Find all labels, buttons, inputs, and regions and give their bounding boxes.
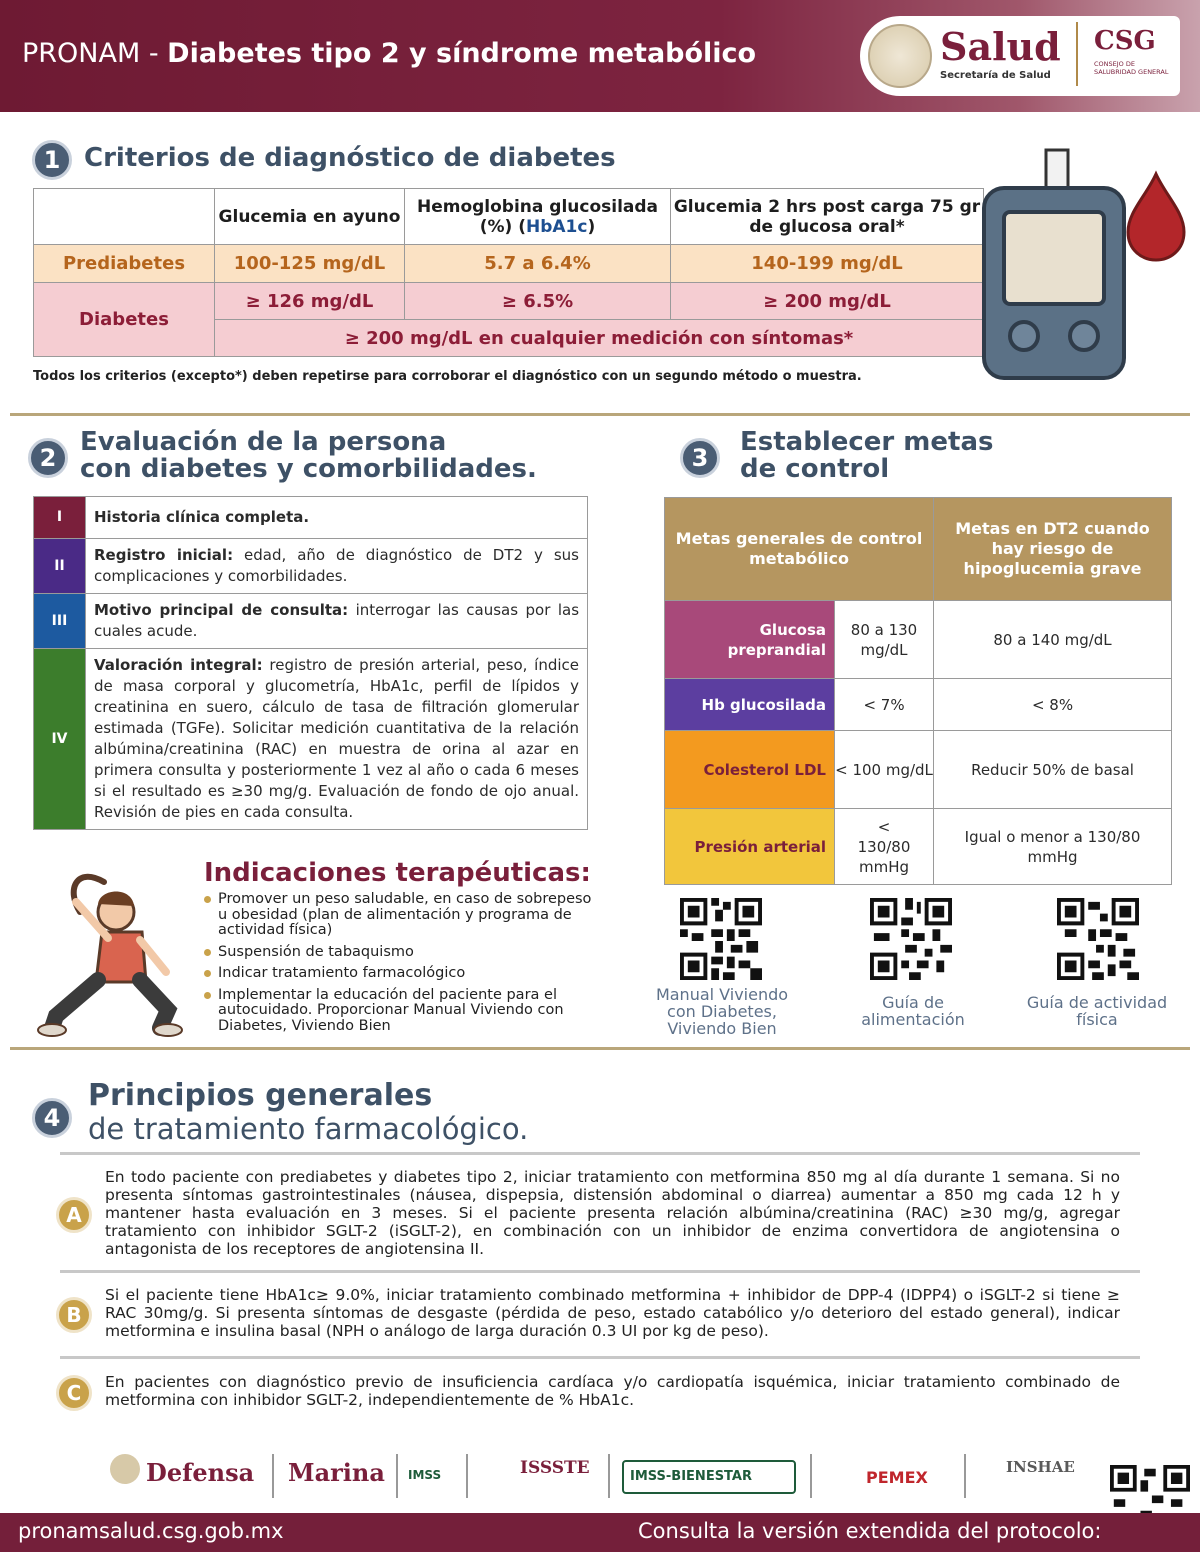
col-hba1c: Hemoglobina glucosilada (%) (HbA1c) (405, 189, 671, 245)
section-4-subtitle: de tratamiento farmacológico. (88, 1112, 529, 1146)
page-title (22, 38, 756, 69)
evaluation-row: II Registro inicial: edad, año de diagnóstico de DT2 y sus complicaciones y comorbilidades. (34, 539, 588, 594)
diagnosis-note: Todos los criterios (excepto*) deben repetirse para corroborar el diagnóstico con un segundo método o muestra. (33, 369, 862, 384)
evaluation-row: III Motivo principal de consulta: interrogar las causas por las cuales acude. (34, 594, 588, 649)
prediabetes-row (34, 245, 984, 283)
list-item: Implementar la educación del paciente para el autocuidado. Proporcionar Manual Viviendo con Diabetes, Viviendo Bien (204, 988, 604, 1035)
section-4-title: Principios generales (88, 1078, 433, 1113)
section-3-title: Establecer metas de control (740, 427, 994, 484)
prediabetes-hba1c: 5.7 a 6.4% (405, 245, 671, 283)
col-fasting-glucose: Glucemia en ayuno (215, 189, 405, 245)
goal-row: Hb glucosilada < 7% < 8% (665, 679, 1172, 731)
principle-a-text: En todo paciente con prediabetes y diabetes tipo 2, iniciar tratamiento con metformina 850 mg al día durante 1 semana. Si no presenta síntomas gastrointestinales (náusea, dispepsia, distensión abdominal o diarrea) aumentar a 850 mg cada 12 h y mantener hasta evaluación en 3 meses. Si el paciente presenta relación albúmina/creatinina (RAC) ≥30 mg/g, agregar tratamiento con inhibidor SGLT-2 (iSGLT-2), en combinación con un inhibidor de enzima convertidora de angiotensina o antagonista de los receptores de angiotensina II. (105, 1168, 1120, 1258)
footer-url-link[interactable]: pronamsalud.csg.gob.mx (18, 1519, 284, 1543)
org-marina: Marina (288, 1458, 385, 1487)
org-imss: IMSS (408, 1468, 442, 1482)
org-defensa: Defensa (146, 1458, 255, 1487)
section-4-number: 4 (32, 1098, 72, 1138)
csg-subtitle: CONSEJO DE SALUBRIDAD GENERAL (1094, 60, 1169, 76)
title-main: Diabetes tipo 2 y síndrome metabólico (167, 38, 757, 69)
principle-divider (60, 1152, 1140, 1155)
qr-code-manual[interactable] (680, 898, 762, 980)
indications-title: Indicaciones terapéuticas: (204, 858, 591, 888)
goal-row: Glucosa preprandial 80 a 130 mg/dL 80 a 140 mg/dL (665, 601, 1172, 679)
qr-label-actividad: Guía de actividad física (1026, 993, 1168, 1029)
header-banner (0, 0, 1200, 112)
list-item: Promover un peso saludable, en caso de sobrepeso u obesidad (plan de alimentación y programa de actividad física) (204, 892, 604, 939)
section-1-number: 1 (32, 140, 72, 180)
goal-row: Colesterol LDL < 100 mg/dL Reducir 50% de basal (665, 731, 1172, 809)
evaluation-row: IV Valoración integral: registro de presión arterial, peso, índice de masa corporal y glucometría, HbA1c, perfil de lípidos y creatinina en suero, cálculo de tasa de filtración glomerular estimada (TGFe). Solicitar medición cuantitativa de la relación albúmina/creatinina (RAC) en muestra de orina al azar en primera consulta y posteriormente 1 vez al año o cada 6 meses si el resultado es ≥30 mg/g. Evaluación de fondo de ojo anual. Revisión de pies en cada consulta. (34, 649, 588, 830)
principle-divider (60, 1356, 1140, 1359)
control-goals-table (664, 497, 1172, 885)
diabetes-fasting: ≥ 126 mg/dL (215, 283, 405, 320)
evaluation-table (33, 496, 588, 830)
prediabetes-postload: 140-199 mg/dL (671, 245, 984, 283)
principle-badge-c: C (56, 1375, 92, 1411)
salud-logo: Salud (940, 24, 1061, 69)
principle-b-text: Si el paciente tiene HbA1c≥ 9.0%, iniciar tratamiento combinado metformina + inhibidor de DPP-4 (IDPP4) o iSGLT-2 si tiene ≥ RAC 30mg/g. Si presenta síntomas de desgaste (pérdida de peso, estado catabólico y/o deterioro del estado general), indicar metformina e insulina basal (NPH o análogo de larga duración 0.3 UI por kg de peso). (105, 1286, 1120, 1340)
section-3-number: 3 (680, 438, 720, 478)
org-pemex: PEMEX (866, 1468, 928, 1487)
org-imss-bienestar: IMSS-BIENESTAR (622, 1460, 796, 1494)
list-item: Suspensión de tabaquismo (204, 945, 604, 961)
diabetes-any-measure: ≥ 200 mg/dL en cualquier medición con síntomas* (215, 320, 984, 357)
org-inshae: INSHAE (1006, 1458, 1075, 1476)
diabetes-label: Diabetes (34, 283, 215, 357)
qr-label-alimentacion: Guía de alimentación (861, 993, 965, 1029)
principle-c-text: En pacientes con diagnóstico previo de insuficiencia cardíaca y/o cardiopatía isquémica, iniciar tratamiento combinado de metformina con inhibidor SGLT-2, independientemente de % HbA1c. (105, 1373, 1120, 1409)
exercising-woman-icon (36, 860, 206, 1040)
corner-cell (34, 189, 215, 245)
principle-badge-a: A (56, 1197, 92, 1233)
prediabetes-fasting: 100-125 mg/dL (215, 245, 405, 283)
section-divider (10, 413, 1190, 416)
section-2-number: 2 (28, 438, 68, 478)
list-item: Indicar tratamiento farmacológico (204, 966, 604, 982)
section-divider (10, 1047, 1190, 1050)
salud-subtitle: Secretaría de Salud (940, 70, 1051, 81)
principle-divider (60, 1270, 1140, 1273)
logo-divider (1076, 22, 1078, 86)
diabetes-hba1c: ≥ 6.5% (405, 283, 671, 320)
org-issste: ISSSTE (520, 1458, 590, 1478)
goal-row: Presión arterial < 130/80 mmHg Igual o menor a 130/80 mmHg (665, 809, 1172, 885)
csg-logo: CSG (1094, 26, 1156, 56)
qr-code-actividad[interactable] (1057, 898, 1139, 980)
diabetes-row (34, 283, 984, 320)
diabetes-postload: ≥ 200 mg/dL (671, 283, 984, 320)
indications-list (204, 892, 604, 1040)
goals-general-header: Metas generales de control metabólico (665, 498, 934, 601)
evaluation-row: I Historia clínica completa. (34, 497, 588, 539)
goals-hypoglycemia-header: Metas en DT2 cuando hay riesgo de hipoglucemia grave (934, 498, 1172, 601)
institution-logos (100, 1450, 1100, 1506)
section-2-title: Evaluación de la persona con diabetes y comorbilidades. (80, 427, 537, 484)
title-prefix: PRONAM - (22, 38, 168, 69)
diagnosis-table (33, 188, 984, 357)
principle-badge-b: B (56, 1297, 92, 1333)
footer-bar (0, 1513, 1200, 1552)
glucometer-icon (976, 140, 1186, 390)
mexico-seal-icon (868, 24, 932, 88)
qr-code-alimentacion[interactable] (870, 898, 952, 980)
col-post-load: Glucemia 2 hrs post carga 75 gr de glucosa oral* (671, 189, 984, 245)
qr-label-manual: Manual Viviendo con Diabetes, Viviendo Bien (655, 985, 789, 1038)
section-1-title: Criterios de diagnóstico de diabetes (84, 143, 616, 173)
prediabetes-label: Prediabetes (34, 245, 215, 283)
footer-cta: Consulta la versión extendida del protocolo: (638, 1519, 1102, 1543)
defensa-seal-icon (110, 1454, 140, 1484)
